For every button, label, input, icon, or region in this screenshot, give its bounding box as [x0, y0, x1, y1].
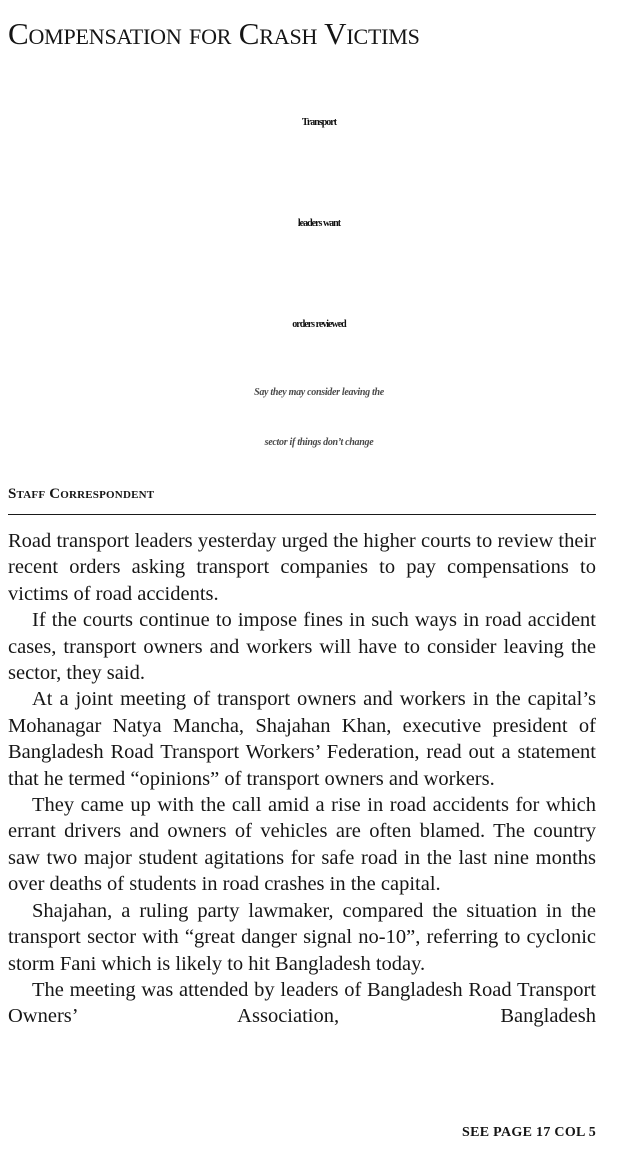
deck-line-2: sector if things don’t change: [264, 437, 374, 448]
headline-line-3: orders reviewed: [292, 319, 346, 330]
article-paragraph-3: At a joint meeting of transport owners and workers in the capital’s Mohanagar Natya Mancha, Shajahan Khan, executive president of Bangladesh Road Transport Workers’ Federation, read out a statement that he termed “opinions” of transport owners and workers.: [8, 688, 596, 790]
article-paragraph-2: If the courts continue to impose fines in such ways in road accident cases, transport owners and workers will have to consider leaving the sector, they said.: [8, 609, 596, 685]
article-headline: [0, 72, 638, 375]
deck-line-1: Say they may consider leaving the: [254, 387, 384, 398]
byline-divider: [8, 514, 596, 515]
headline-line-2: leaders want: [297, 218, 341, 229]
article-kicker: Compensation for Crash Victims: [8, 16, 420, 51]
article-paragraph-5: Shajahan, a ruling party lawmaker, compared the situation in the transport sector with “great danger signal no-10”, referring to cyclonic storm Fani which is likely to hit Bangladesh today.: [8, 899, 596, 975]
headline-line-1: Transport: [301, 117, 337, 128]
article-byline: Staff Correspondent: [8, 486, 155, 502]
article-paragraph-1: Road transport leaders yesterday urged the higher courts to review their recent orders asking transport companies to pay compensations to victims of road accidents.: [8, 530, 596, 605]
article-paragraph-6: The meeting was attended by leaders of Bangladesh Road Transport Owners’ Association, Bangladesh: [8, 978, 596, 1028]
article-paragraph-4: They came up with the call amid a rise in road accidents for which errant drivers and owners of vehicles are often blamed. The country saw two major student agitations for safe road in the last nine months over deaths of students in road crashes in the capital.: [8, 794, 596, 896]
article-body: [8, 528, 596, 1030]
continuation-jump: SEE PAGE 17 COL 5: [462, 1125, 596, 1140]
article-deck: [0, 368, 638, 468]
